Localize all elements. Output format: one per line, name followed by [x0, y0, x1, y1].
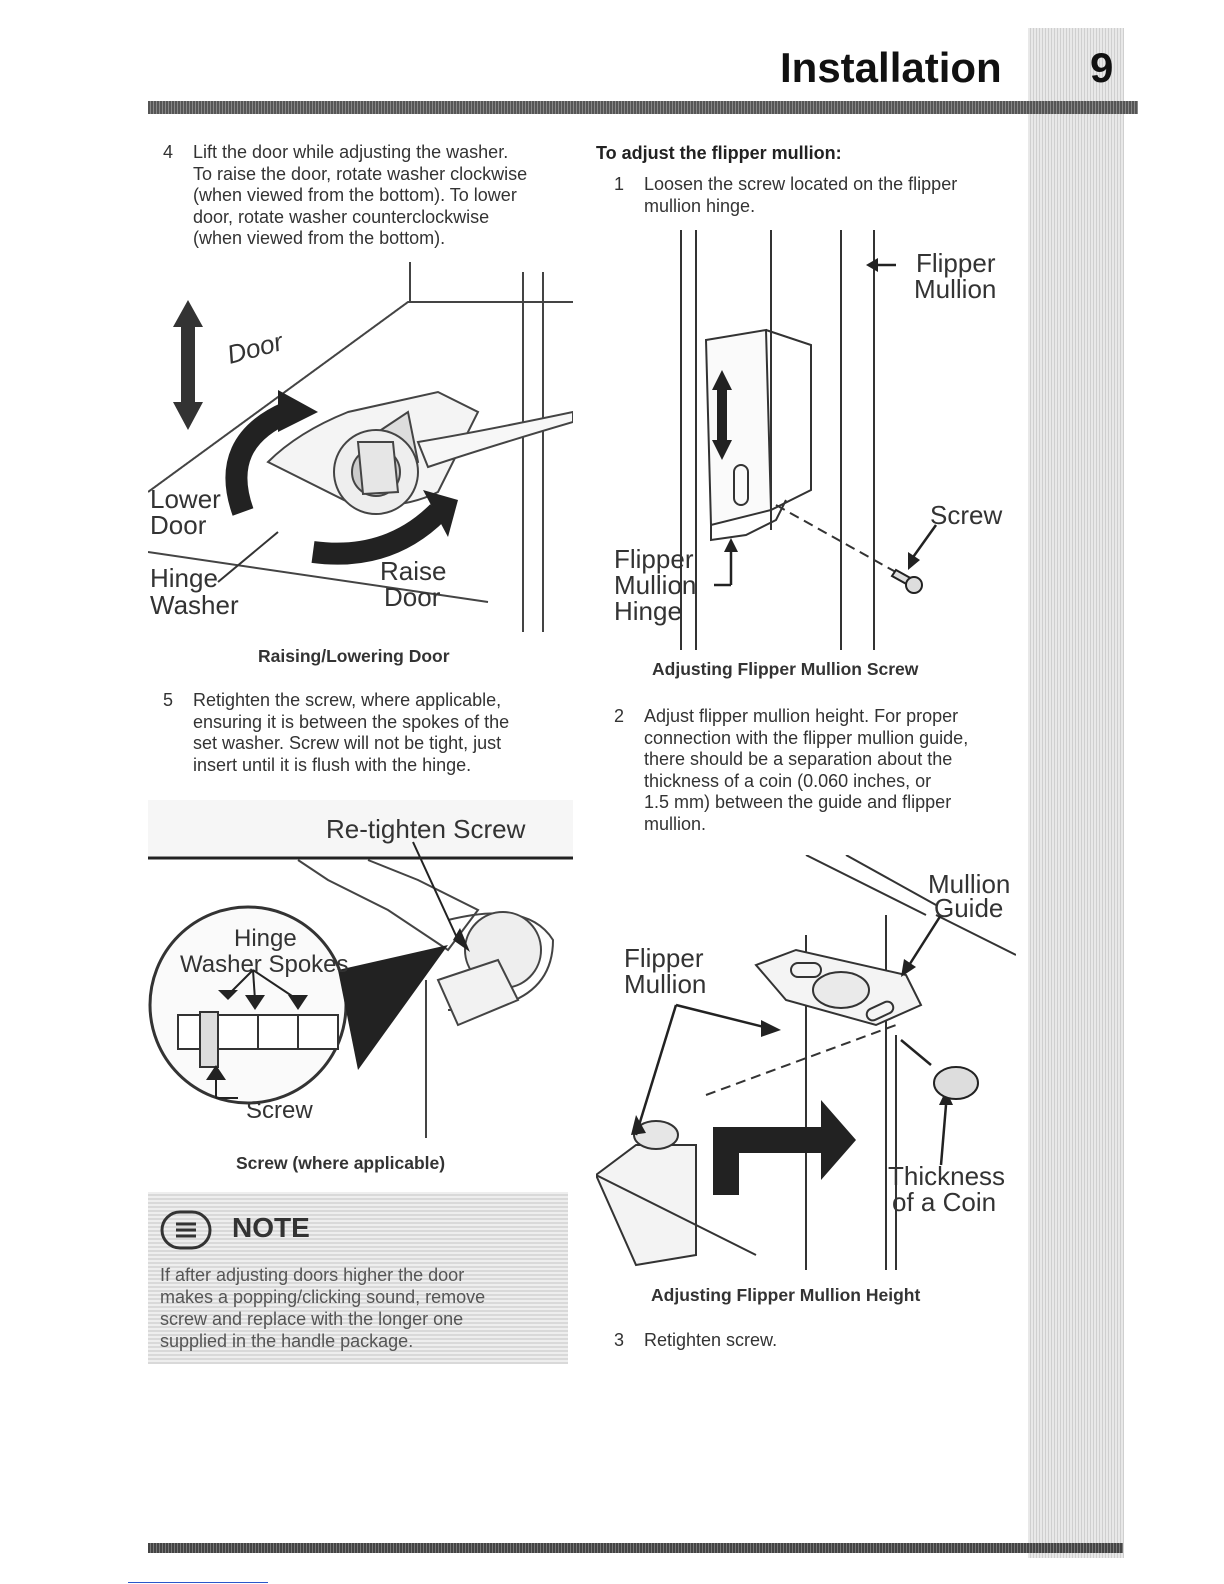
- hinge-washer-label: Washer: [150, 590, 239, 620]
- raise-door-label: Door: [384, 582, 441, 612]
- retighten-screw-illustration: [148, 800, 573, 1142]
- hinge-washer-label: Hinge: [150, 563, 218, 593]
- step-line: To raise the door, rotate washer clockwise: [193, 163, 528, 184]
- note-line: If after adjusting doors higher the door: [160, 1265, 465, 1285]
- flipper-mullion-height-illustration: [596, 855, 1016, 1275]
- door-label: Door: [223, 326, 286, 370]
- step-number: 4: [163, 142, 174, 162]
- step-line: connection with the flipper mullion guide,: [644, 727, 969, 748]
- flipper-mullion-label: Flipper: [916, 248, 996, 278]
- flipper-mullion-label: Flipper: [624, 943, 704, 973]
- step-number: 2: [614, 706, 625, 726]
- door-washer-illustration: [148, 262, 573, 640]
- note-box: [148, 1192, 568, 1364]
- washer-spokes-label: Washer Spokes: [180, 951, 349, 978]
- section-heading: To adjust the flipper mullion:: [596, 143, 842, 163]
- flipper-mullion-screw-illustration: [596, 230, 1016, 652]
- side-tab-strip: [1028, 28, 1124, 1558]
- footer-rule: [148, 1543, 1123, 1553]
- flipper-mullion-hinge-label: Hinge: [614, 596, 682, 626]
- step-line: (when viewed from the bottom).: [193, 228, 446, 248]
- note-text: [160, 1264, 555, 1352]
- step-1: [614, 174, 1014, 220]
- flipper-mullion-label: Mullion: [624, 969, 707, 999]
- step-number: 3: [614, 1330, 625, 1350]
- step-number: 5: [163, 690, 174, 710]
- step-line: (when viewed from the bottom). To lower: [193, 185, 517, 205]
- page-title: Installation: [780, 44, 1002, 91]
- figure-caption: Raising/Lowering Door: [258, 646, 450, 666]
- step-line: Retighten the screw, where applicable,: [193, 690, 502, 710]
- note-line: supplied in the handle package.: [160, 1331, 414, 1351]
- step-4: [163, 142, 583, 252]
- step-line: set washer. Screw will not be tight, just: [193, 733, 502, 753]
- figure-caption: Screw (where applicable): [236, 1153, 446, 1173]
- page-number: 9: [1090, 44, 1114, 91]
- step-line: Retighten screw.: [644, 1330, 778, 1350]
- figure-caption: Adjusting Flipper Mullion Screw: [652, 659, 919, 679]
- flipper-mullion-label: Mullion: [914, 274, 997, 304]
- note-icon: [158, 1208, 214, 1254]
- flipper-mullion-hinge-label: Flipper: [614, 544, 694, 574]
- retighten-screw-label: Re-tighten Screw: [326, 814, 526, 844]
- note-line: makes a popping/clicking sound, remove: [160, 1287, 486, 1307]
- screw-label: Screw: [246, 1097, 313, 1124]
- step-2: [614, 706, 1014, 842]
- step-number: 1: [614, 174, 625, 194]
- footer-link-underline: [128, 1582, 268, 1583]
- figure-flipper-mullion-height: [596, 855, 1016, 1275]
- figure-raising-lowering-door: [148, 262, 573, 640]
- figure-screw-where-applicable: [148, 800, 573, 1142]
- step-line: mullion hinge.: [644, 195, 756, 216]
- lower-door-label: Lower: [150, 484, 221, 514]
- mullion-guide-label: Guide: [934, 893, 1004, 923]
- step-line: insert until it is flush with the hinge.: [193, 754, 472, 775]
- step-line: 1.5 mm) between the guide and flipper: [644, 792, 952, 812]
- hinge-label: Hinge: [234, 925, 297, 952]
- step-5: [163, 690, 583, 780]
- step-line: door, rotate washer counterclockwise: [193, 206, 490, 227]
- raise-door-label: Raise: [380, 556, 447, 586]
- thickness-of-coin-label: of a Coin: [892, 1187, 997, 1217]
- screw-label: Screw: [930, 500, 1003, 530]
- step-line: there should be a separation about the: [644, 749, 953, 769]
- header-rule: [148, 101, 1138, 114]
- step-3: [614, 1330, 1014, 1354]
- flipper-mullion-hinge-label: Mullion: [614, 570, 697, 600]
- step-line: thickness of a coin (0.060 inches, or: [644, 770, 932, 791]
- figure-flipper-mullion-screw: [596, 230, 1016, 652]
- step-line: Adjust flipper mullion height. For proper: [644, 706, 959, 726]
- note-title: NOTE: [232, 1212, 310, 1243]
- step-line: Loosen the screw located on the flipper: [644, 174, 958, 194]
- step-line: ensuring it is between the spokes of the: [193, 711, 510, 732]
- step-line: Lift the door while adjusting the washer.: [193, 142, 509, 162]
- lower-door-label: Door: [150, 510, 207, 540]
- figure-caption: Adjusting Flipper Mullion Height: [651, 1285, 921, 1305]
- thickness-of-coin-label: Thickness: [888, 1161, 1006, 1191]
- note-line: screw and replace with the longer one: [160, 1309, 464, 1329]
- step-line: mullion.: [644, 813, 707, 834]
- mullion-guide-label: Mullion: [928, 869, 1011, 899]
